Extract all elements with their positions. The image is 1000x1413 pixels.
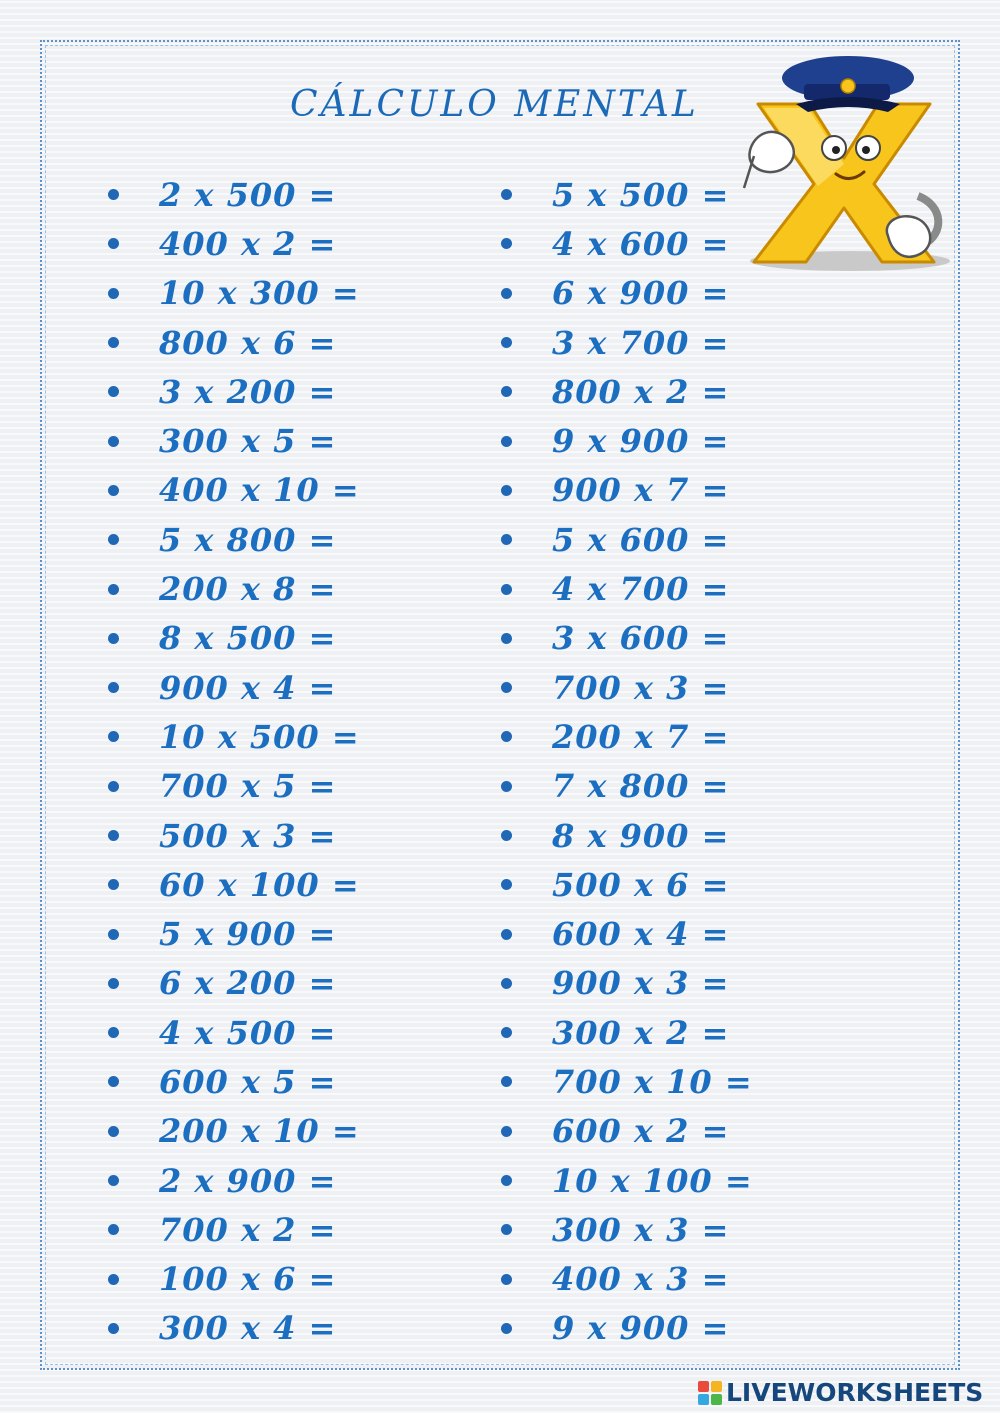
exercise-item [497, 170, 753, 219]
exercise-item [104, 1304, 360, 1353]
exercise-expression: 4 x 600 = [552, 224, 730, 263]
exercise-expression: 300 x 4 = [159, 1309, 337, 1348]
exercise-expression: 10 x 300 = [159, 274, 360, 313]
bullet-icon [501, 485, 512, 496]
exercise-item [104, 1255, 360, 1304]
bullet-icon [501, 682, 512, 693]
exercise-expression: 300 x 5 = [159, 422, 337, 461]
bullet-icon [108, 830, 119, 841]
bullet-icon [108, 1175, 119, 1186]
exercise-item [497, 1107, 753, 1156]
exercise-expression: 900 x 7 = [552, 471, 730, 510]
bullet-icon [108, 189, 119, 200]
exercise-expression: 500 x 6 = [552, 865, 730, 904]
exercise-item [497, 1205, 753, 1254]
bullet-icon [501, 830, 512, 841]
exercise-item [104, 1057, 360, 1106]
exercise-item [104, 1008, 360, 1057]
exercise-expression: 5 x 600 = [552, 520, 730, 559]
exercise-expression: 200 x 7 = [552, 717, 730, 756]
bullet-icon [501, 337, 512, 348]
exercise-expression: 60 x 100 = [159, 865, 360, 904]
exercise-item [497, 219, 753, 268]
exercise-item [497, 1304, 753, 1353]
exercise-item [497, 515, 753, 564]
bullet-icon [501, 1323, 512, 1334]
bullet-icon [108, 337, 119, 348]
bullet-icon [501, 781, 512, 792]
exercise-item [497, 466, 753, 515]
bullet-icon [108, 1274, 119, 1285]
exercise-expression: 3 x 700 = [552, 323, 730, 362]
exercise-expression: 800 x 2 = [552, 372, 730, 411]
exercise-expression: 10 x 500 = [159, 717, 360, 756]
exercise-expression: 2 x 900 = [159, 1161, 337, 1200]
exercise-item [497, 1255, 753, 1304]
exercise-item [497, 712, 753, 761]
bullet-icon [501, 436, 512, 447]
exercise-item [497, 1008, 753, 1057]
exercise-item [104, 762, 360, 811]
bullet-icon [501, 1274, 512, 1285]
exercise-expression: 700 x 2 = [159, 1210, 337, 1249]
exercise-item [104, 663, 360, 712]
exercise-expression: 8 x 500 = [159, 619, 337, 658]
exercise-expression: 200 x 8 = [159, 570, 337, 609]
bullet-icon [501, 1076, 512, 1087]
bullet-icon [501, 189, 512, 200]
exercise-expression: 400 x 3 = [552, 1260, 730, 1299]
exercise-expression: 3 x 200 = [159, 372, 337, 411]
bullet-icon [108, 929, 119, 940]
liveworksheets-logo [698, 1378, 983, 1407]
exercise-item [104, 367, 360, 416]
exercise-expression: 10 x 100 = [552, 1161, 753, 1200]
exercise-expression: 400 x 10 = [159, 471, 360, 510]
exercise-expression: 800 x 6 = [159, 323, 337, 362]
exercise-expression: 9 x 900 = [552, 1309, 730, 1348]
exercise-expression: 100 x 6 = [159, 1260, 337, 1299]
exercise-expression: 600 x 4 = [552, 915, 730, 954]
exercise-expression: 400 x 2 = [159, 224, 337, 263]
exercise-expression: 6 x 200 = [159, 964, 337, 1003]
exercise-expression: 2 x 500 = [159, 175, 337, 214]
bullet-icon [108, 781, 119, 792]
bullet-icon [108, 633, 119, 644]
bullet-icon [501, 238, 512, 249]
exercise-item [104, 712, 360, 761]
bullet-icon [108, 682, 119, 693]
bullet-icon [108, 485, 119, 496]
exercise-expression: 700 x 10 = [552, 1062, 753, 1101]
exercise-expression: 6 x 900 = [552, 274, 730, 313]
exercise-expression: 5 x 800 = [159, 520, 337, 559]
exercise-expression: 4 x 500 = [159, 1013, 337, 1052]
bullet-icon [108, 1027, 119, 1038]
bullet-icon [108, 386, 119, 397]
bullet-icon [108, 1224, 119, 1235]
bullet-icon [501, 1175, 512, 1186]
right-exercise-list [497, 170, 753, 1353]
exercise-item [497, 909, 753, 958]
exercise-expression: 300 x 3 = [552, 1210, 730, 1249]
exercise-item [497, 811, 753, 860]
bullet-icon [501, 978, 512, 989]
bullet-icon [108, 1323, 119, 1334]
bullet-icon [108, 288, 119, 299]
logo-text: LIVEWORKSHEETS [726, 1378, 984, 1407]
exercise-item [104, 416, 360, 465]
exercise-expression: 5 x 900 = [159, 915, 337, 954]
exercise-item [104, 1156, 360, 1205]
exercise-expression: 600 x 5 = [159, 1062, 337, 1101]
exercise-expression: 500 x 3 = [159, 816, 337, 855]
exercise-item [104, 219, 360, 268]
exercise-item [104, 466, 360, 515]
page-title: CÁLCULO MENTAL [290, 84, 699, 125]
exercise-item [497, 367, 753, 416]
bullet-icon [108, 731, 119, 742]
exercise-item [104, 1107, 360, 1156]
bullet-icon [501, 584, 512, 595]
exercise-item [497, 416, 753, 465]
exercise-item [497, 663, 753, 712]
bullet-icon [501, 929, 512, 940]
exercise-item [497, 269, 753, 318]
exercise-expression: 7 x 800 = [552, 767, 730, 806]
exercise-item [497, 762, 753, 811]
bullet-icon [108, 879, 119, 890]
liveworksheets-logo-icon [698, 1381, 722, 1405]
exercise-expression: 200 x 10 = [159, 1112, 360, 1151]
exercise-expression: 600 x 2 = [552, 1112, 730, 1151]
exercise-expression: 300 x 2 = [552, 1013, 730, 1052]
exercise-item [104, 564, 360, 613]
exercise-expression: 700 x 5 = [159, 767, 337, 806]
exercise-item [497, 1156, 753, 1205]
bullet-icon [501, 288, 512, 299]
exercise-item [104, 170, 360, 219]
bullet-icon [501, 731, 512, 742]
bullet-icon [108, 238, 119, 249]
x-letter-police-mascot-icon [738, 56, 950, 274]
exercise-expression: 5 x 500 = [552, 175, 730, 214]
exercise-expression: 700 x 3 = [552, 668, 730, 707]
exercise-item [104, 959, 360, 1008]
exercise-expression: 3 x 600 = [552, 619, 730, 658]
exercise-item [104, 318, 360, 367]
bullet-icon [108, 1076, 119, 1087]
bullet-icon [501, 879, 512, 890]
bullet-icon [501, 534, 512, 545]
bullet-icon [108, 534, 119, 545]
bullet-icon [108, 584, 119, 595]
exercise-expression: 900 x 3 = [552, 964, 730, 1003]
exercise-item [104, 909, 360, 958]
bullet-icon [501, 1126, 512, 1137]
exercise-item [104, 811, 360, 860]
bullet-icon [501, 633, 512, 644]
exercise-item [497, 1057, 753, 1106]
exercise-expression: 4 x 700 = [552, 570, 730, 609]
exercise-expression: 9 x 900 = [552, 422, 730, 461]
exercise-expression: 8 x 900 = [552, 816, 730, 855]
exercise-item [104, 1205, 360, 1254]
bullet-icon [501, 1027, 512, 1038]
exercise-item [497, 959, 753, 1008]
left-exercise-list [104, 170, 360, 1353]
exercise-item [497, 318, 753, 367]
bullet-icon [108, 978, 119, 989]
exercise-item [497, 614, 753, 663]
bullet-icon [501, 386, 512, 397]
bullet-icon [108, 436, 119, 447]
bullet-icon [501, 1224, 512, 1235]
exercise-expression: 900 x 4 = [159, 668, 337, 707]
exercise-item [104, 860, 360, 909]
exercise-item [497, 564, 753, 613]
exercise-item [104, 614, 360, 663]
exercise-item [104, 515, 360, 564]
exercise-item [104, 269, 360, 318]
bullet-icon [108, 1126, 119, 1137]
exercise-item [497, 860, 753, 909]
